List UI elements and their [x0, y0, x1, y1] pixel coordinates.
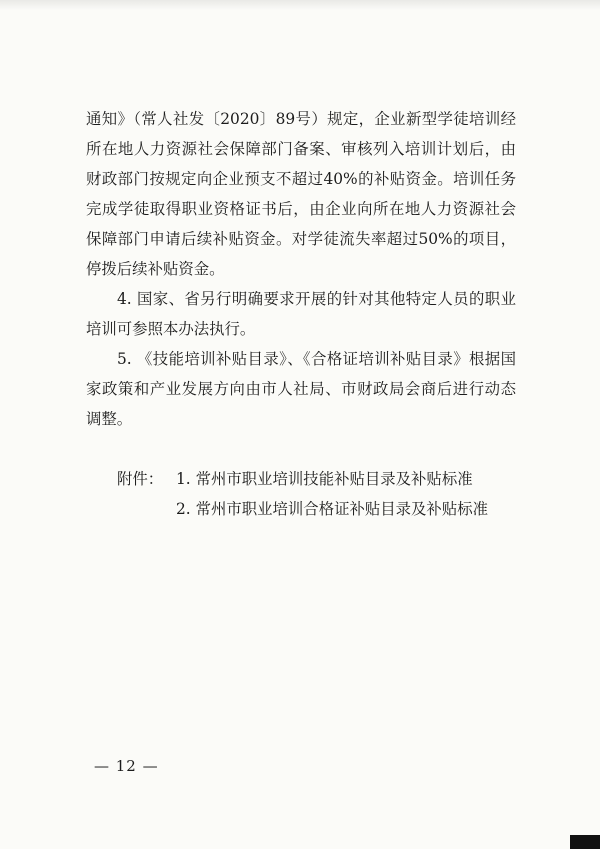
attachment-row: [86, 464, 516, 494]
attachment-indent: [86, 494, 176, 524]
paragraph-continuation: 通知》（常人社发〔2020〕89号）规定，企业新型学徒培训经所在地人力资源社会保障部门备案、审核列入培训计划后，由财政部门按规定向企业预支不超过40%的补贴资金。培训任务完成学徒取得职业资格证书后，由企业向所在地人力资源社会保障部门申请后续补贴资金。对学徒流失率超过50%的项目，停拨后续补贴资金。: [86, 110, 516, 278]
attachment-item: 1. 常州市职业培训技能补贴目录及补贴标准: [176, 470, 473, 488]
attachments-label: 附件：: [117, 470, 164, 488]
page-number: — 12 —: [94, 757, 159, 775]
paragraph-item-4: 4. 国家、省另行明确要求开展的针对其他特定人员的职业培训可参照本办法执行。: [86, 290, 516, 338]
document-body: [86, 104, 516, 524]
attachment-row: [86, 494, 516, 524]
scan-corner-mark: [570, 835, 600, 849]
attachment-item: 2. 常州市职业培训合格证补贴目录及补贴标准: [176, 500, 488, 518]
attachments-list: [86, 464, 516, 524]
page-top-shadow: [0, 0, 600, 10]
paragraph-item-5: 5. 《技能培训补贴目录》、《合格证培训补贴目录》根据国家政策和产业发展方向由市人社局、市财政局会商后进行动态调整。: [86, 350, 516, 428]
